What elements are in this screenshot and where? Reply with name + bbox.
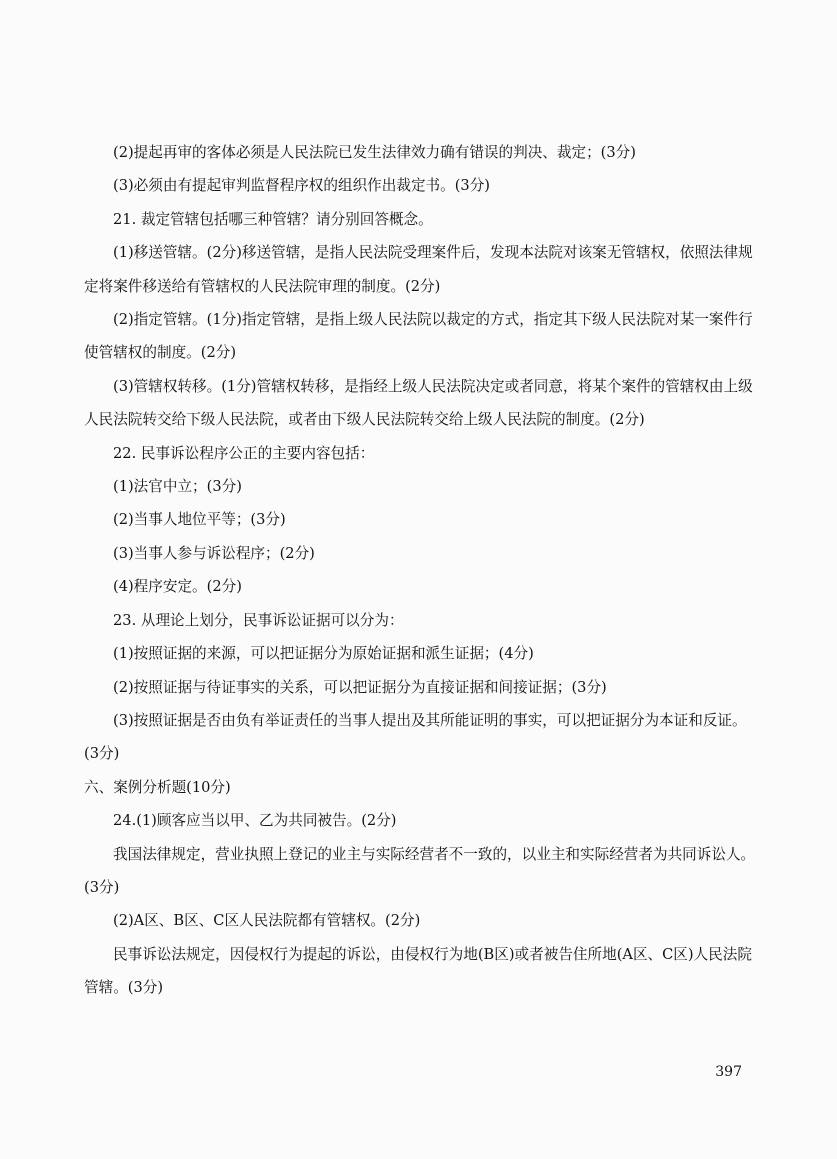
paragraph: (1)按照证据的来源，可以把证据分为原始证据和派生证据；(4分) xyxy=(113,645,534,663)
section-heading: 六、案例分析题(10分) xyxy=(84,778,231,796)
paragraph: 民事诉讼法规定，因侵权行为提起的诉讼，由侵权行为地(B区)或者被告住所地(A区、C区)人民法院管辖。(3分) xyxy=(84,945,752,997)
document-content xyxy=(84,136,756,1005)
paragraph: (2)指定管辖。(1分)指定管辖，是指上级人民法院以裁定的方式，指定其下级人民法院对某一案件行使管辖权的制度。(2分) xyxy=(84,311,753,362)
paragraph: (1)法官中立；(3分) xyxy=(113,478,242,496)
paragraph: (1)移送管辖。(2分)移送管辖，是指人民法院受理案件后，发现本法院对该案无管辖权，依照法律规定将案件移送给有管辖权的人民法院审理的制度。(2分) xyxy=(84,244,753,295)
paragraph: (3)管辖权转移。(1分)管辖权转移，是指经上级人民法院决定或者同意，将某个案件的管辖权由上级人民法院转交给下级人民法院，或者由下级人民法院转交给上级人民法院的制度。(2分) xyxy=(84,377,753,429)
question-23: 23. 从理论上划分，民事诉讼证据可以分为： xyxy=(113,611,404,629)
paragraph: 我国法律规定，营业执照上登记的业主与实际经营者不一致的，以业主和实际经营者为共同诉讼人。(3分) xyxy=(84,845,756,896)
paragraph: (2)按照证据与待证事实的关系，可以把证据分为直接证据和间接证据；(3分) xyxy=(113,678,607,696)
paragraph: (2)当事人地位平等；(3分) xyxy=(113,511,286,529)
paragraph: (2)A区、B区、C区人民法院都有管辖权。(2分) xyxy=(113,912,421,930)
paragraph: (4)程序安定。(2分) xyxy=(113,578,242,596)
question-24: 24.(1)顾客应当以甲、乙为共同被告。(2分) xyxy=(113,812,397,830)
paragraph: (3)当事人参与诉讼程序；(2分) xyxy=(113,544,315,562)
paragraph: (3)按照证据是否由负有举证责任的当事人提出及其所能证明的事实，可以把证据分为本证和反证。(3分) xyxy=(84,711,747,763)
question-21: 21. 裁定管辖包括哪三种管辖？请分别回答概念。 xyxy=(113,210,433,228)
paragraph: (3)必须由有提起审判监督程序权的组织作出裁定书。(3分) xyxy=(113,177,491,195)
page-number: 397 xyxy=(715,1064,742,1080)
paragraph: (2)提起再审的客体必须是人民法院已发生法律效力确有错误的判决、裁定；(3分) xyxy=(113,144,636,161)
question-22: 22. 民事诉讼程序公正的主要内容包括： xyxy=(113,444,375,462)
